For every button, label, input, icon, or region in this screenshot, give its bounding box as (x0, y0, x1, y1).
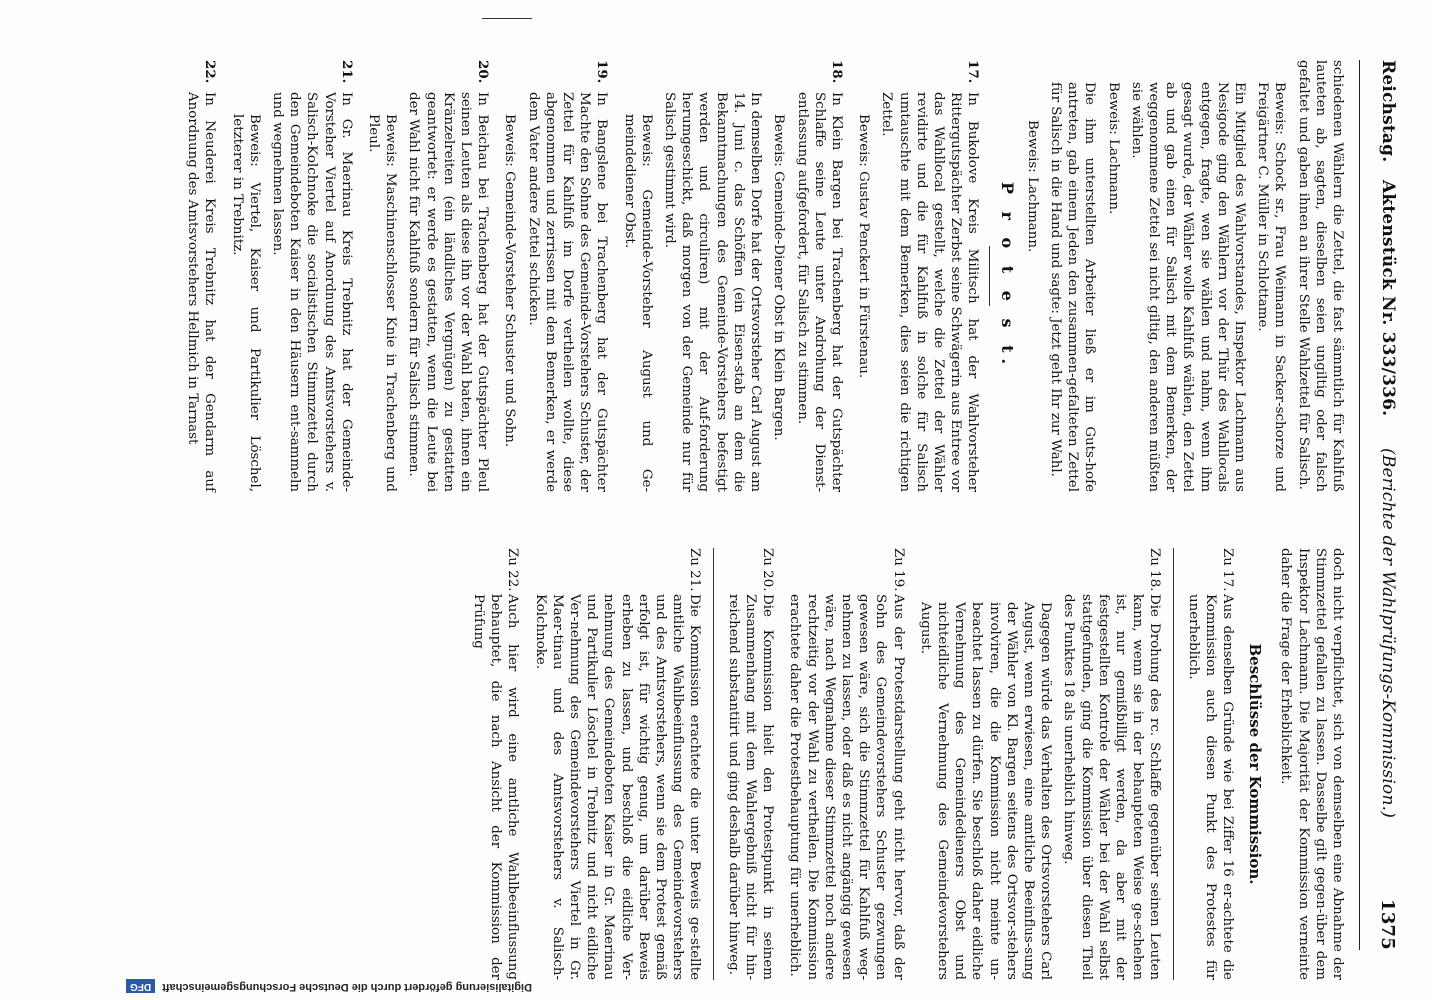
decision-item (725, 548, 777, 980)
beweis-line: Beweis: Maschinenschlosser Knie in Trachenberg und Pleul. (366, 114, 399, 492)
section-divider (714, 548, 715, 980)
beweis-line: Beweis: Gemeinde-Vorsteher Schuster und Sohn. (502, 114, 518, 448)
paragraph: Die ihm unterstellten Arbeiter ließ er im Guts-hofe antreten, gab einem Jeden den zusammen-gefalteten Zettel für Salisch in die Hand und sagte: Jetzt geht Ihr zur Wahl. (1047, 82, 1098, 492)
beweis-line: Beweis: Lachmann. (1024, 120, 1040, 253)
decision-item (786, 548, 906, 980)
decision-item (531, 548, 703, 980)
item-number: 17. (965, 60, 982, 84)
beweis-line: Beweis: Gustav Penckert in Fürstenau. (856, 114, 872, 379)
title-rule (989, 246, 990, 306)
item-text: In Beichau bei Trachenberg hat der Gutspächter Pleul seinen Leuten als diese ihn vor der Wahl baten, ihnen ein Kränzelreiten (ein ländliches Vergnügen) zu gestatten geantwortet: er werde es gestatten, wenn die Leute bei der Wahl nicht für Kahlfuß sondern für Salisch stimmen. (406, 92, 491, 492)
beweis-line: Beweis: Gemeinde-Vorsteher August und Ge-meindediener Obst. (621, 114, 654, 492)
item-number: 22. (202, 60, 219, 84)
right-column (460, 548, 1346, 980)
item-text: In demselben Dorfe hat der Ortsvorsteher Carl August am 14. Juni c. das Schöffen (ein Eisen-stab an dem die Bekanntmachungen des Gemeinde-Vorstehers befestigt werden und circuliren) mit der Auf-forderung herumgeschickt, daß morgen von der Gemeinde nur für Salisch gestimmt wird. (662, 92, 764, 492)
decision-item (917, 548, 1164, 980)
header-reichstag: Reichstag. (1378, 60, 1398, 163)
beschluesse-title: Beschlüsse der Kommission. (1246, 643, 1265, 885)
item-text: In Neuderei Kreis Trebnitz hat der Gendarm auf Anordnung des Amtsvorstehers Hellmich in Tarnast (185, 92, 218, 492)
dfg-logo: DFG (126, 979, 155, 993)
protest-item (620, 60, 844, 492)
running-header (1364, 60, 1398, 950)
protest-title: P r o t e s t. (997, 181, 1017, 371)
digitization-note: Digitalisierung gefördert durch die Deutsche Forschungsgemeinschaft (162, 981, 532, 993)
decision-ref: Zu 19. (890, 548, 906, 592)
decision-text: Die Kommission hielt den Protestpunkt in seinem Zusammenhang mit dem Wahlergebniß nicht für hin-reichend substantiirt und ging deshalb darüber hinweg. (725, 594, 776, 980)
decision-ref: Zu 17. (1219, 548, 1235, 592)
page-number: 1375 (1377, 899, 1398, 950)
decision-ref: Zu 21. (687, 548, 703, 592)
protest-item (501, 60, 610, 492)
left-intro: schiedenen Wählern die Zettel, die fast sämmtlich für Kahlfuß lauteten ab, sagten, dieselben seien ungiltig oder falsch gefaltet und gaben ihnen an ihrer Stelle Wahlzettel für Salisch. (1295, 60, 1345, 492)
item-number: 21. (338, 60, 355, 84)
beweis-line: Beweis: Schock sr., Frau Weimann in Sacker-schorze und Freigärtner C. Müller in Schlottame. (1255, 82, 1288, 492)
digitization-credit (12, 958, 532, 994)
item-text: In Gr. Maerinau Kreis Trebnitz hat der Gemeinde-Vorsteher Viertel auf Anordnung des Amtsvorstehers v. Salisch-Kolchnoke die socialistischen Stimmzettel durch den Gemeindeboten Kaiser in den Häusern ent-sammeln und wegnehmen lassen. (270, 92, 354, 492)
decision-item (470, 548, 522, 980)
protest-item (365, 60, 491, 492)
item-number: 18. (828, 60, 845, 84)
decision-ref: Zu 20. (760, 548, 776, 592)
section-divider (1173, 548, 1174, 980)
header-section-title: (Berichte der Wahlprüfungs-Kommission.) (1378, 448, 1398, 819)
decision-ref: Zu 18. (1147, 548, 1163, 592)
item-text: In Bangslene bei Trachenberg hat der Gutspächter Machte den Sohne des Gemeinde-Vorstehers Schuster, der Zettel für Kahlfuß im Dorfe vertheilen wollte, diese abgenommen und zerrissen mit dem Bemerken, er werde dem Vater andere Zettel schicken. (525, 92, 610, 492)
item-text: In Klein Bargen bei Trachenberg hat der Gutspächter Schlaffe seine Leute unter Androhung der Dienst-entlassung aufgefordert, für Salisch zu stimmen. (794, 92, 844, 492)
decision-text: Dagegen würde das Verhalten des Ortsvorstehers Carl August, wenn erwiesen, eine amtliche Beeinflus-sung der Wähler von Kl. Bargen seitens des Ortsvor-stehers involviren, die die Kommission nicht meinte un-beachtet lassen zu dürfen. Sie beschloß daher eidliche Vernehmung des Gemeindedieners Obst und nichteidliche Vernehmung des Gemeindevorstehers August. (917, 602, 1054, 980)
decision-text: Aus der Protestdarstellung geht nicht hervor, daß der Sohn des Gemeindevorstehers Schuster gezwungen gewesen wäre, sich die Stimmzettel für Kahlfuß weg-nehmen zu lassen, oder daß es nicht angängig gewesen wäre, nach Wegnahme dieser Stimmzettel noch andere rechtzeitig vor der Wahl zu vertheilen. Die Kommission erachtete daher die Protestbehauptung für unerheblich. (787, 594, 906, 980)
protest-item (228, 60, 354, 492)
paragraph: Ein Mitglied des Wahlvorstandes, Inspektor Lachmann aus Nesigode ging den Wählern vor der Thür des Wahllocals entgegen, fragte, wen sie wählen und nahm, wenn ihm gesagt wurde, der Wähler wolle Kahlfuß wählen, den Zettel ab und gab einen für Salisch mit dem Bemerken, der weggenommene Zettel sei nicht giltig, den anderen müßten sie wählen. (1128, 82, 1247, 492)
beweis-line: Beweis: Lachmann. (1105, 82, 1121, 215)
decision-text: Die Drohung des rc. Schlaffe gegenüber seinen Leuten kann, wenn sie in der behaupteten Weise ge-schehen ist, nur gemißbilligt werden, da aber mit der festgestellten Kontrole der Wähler bei der Wahl selbst stattgefunden, ging die Kommission über diesen Theil des Punktes 18 als unerheblich hinweg. (1061, 594, 1163, 980)
item-text: In Bukolove Kreis Militsch hat der Wahlvorsteher Rittergutspächter Zerbst seine Schwägerin aus Entree vor das Wahllocal gestellt, welche die Zettel der Wähler revidirte und die für Kahlfuß in solche für Salisch umtauschte mit dem Bemerken, dies seien die richtigen Zettel. (879, 92, 981, 492)
beweis-line: Beweis: Viertel, Kaiser und Partikulier Löschel, letzterer in Trebnitz. (229, 114, 262, 492)
decision-ref: Zu 22. (505, 548, 521, 592)
decision-text: Aus denselben Gründe wie bei Ziffer 16 er-achtete die Kommission auch diesen Punkt des Protestes für unerheblich. (1185, 594, 1235, 980)
header-aktenstueck: Aktenstück Nr. 333/336. (1378, 180, 1398, 417)
decision-text: Die Kommission erachtete die unter Beweis ge-stellte amtliche Wahlbeeinflussung des Gemeindevorstehers und des Amtsvorstehers, wenn sie dem Protest gemäß erfolgt ist, für wichtig genug, um darüber Beweis erheben zu lassen, und beschloß die eidliche Ver-nehmung des Gemeindeboten Kaiser in Gr. Maerinau und Partikulier Löschel in Trebnitz und nicht eidliche Ver-nehmung des Gemeindevorstehers Viertel in Gr. Maer-tinau und des Amtsvorstehers v. Salisch-Kolchnoke. (532, 594, 703, 980)
beweis-line: Beweis: Gemeinde-Diener Obst in Klein Bargen. (771, 114, 787, 441)
protest-item (184, 60, 218, 492)
decision-text: Auch hier wird eine amtliche Wahlbeeinflussung behauptet, die nach Ansicht der Kommission der Prüfung (471, 594, 521, 980)
left-column (174, 60, 1346, 492)
protest-item (855, 60, 981, 492)
item-number: 20. (475, 60, 492, 84)
right-intro: doch nicht verpflichtet, sich von demselben eine Abnahme der Stimmzettel gefallen zu lassen. Dasselbe gilt gegen-über dem Inspektor Lachmann. Die Majorität der Kommission verneinte daher die Frage der Erheblichkeit. (1278, 548, 1345, 980)
item-number: 19. (594, 60, 611, 84)
header-rule (1359, 60, 1360, 950)
decision-item (1184, 548, 1236, 980)
margin-line (482, 18, 532, 19)
